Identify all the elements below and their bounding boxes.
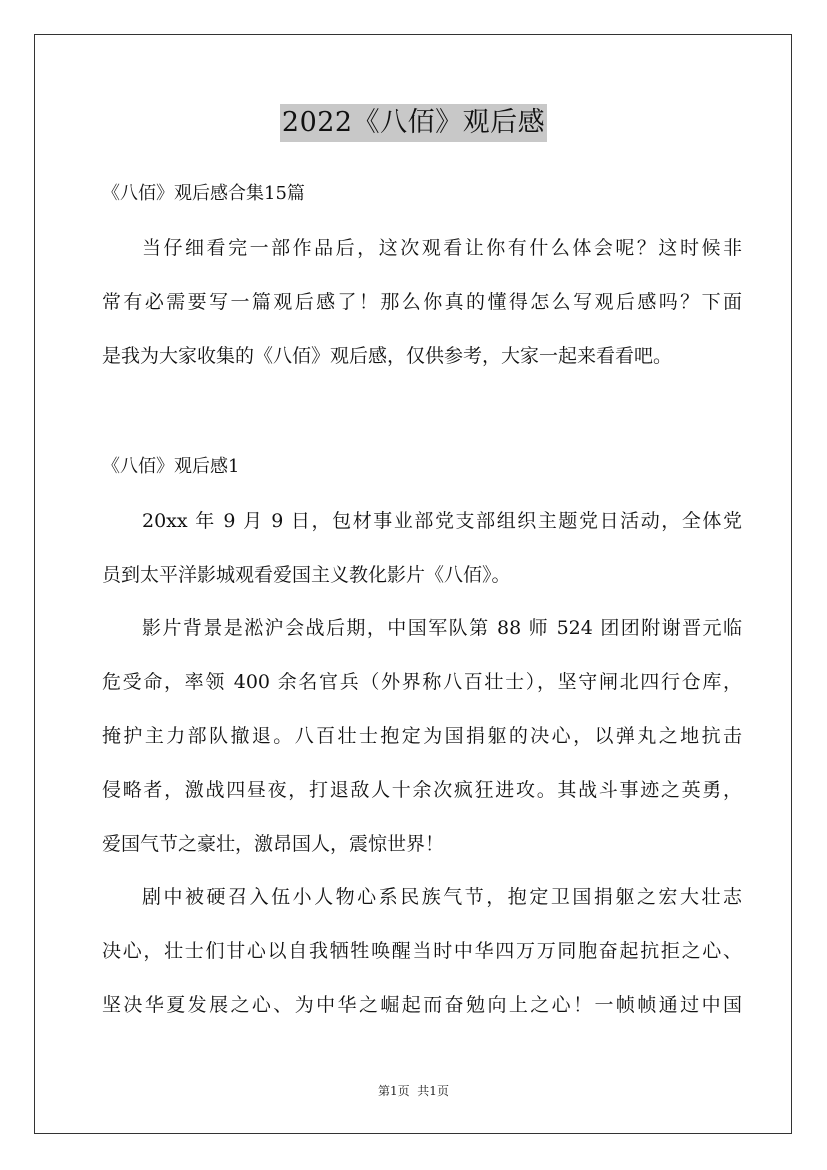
para3-line-1: 剧中被硬召入伍小人物心系民族气节，抱定卫国捐躯之宏大壮志: [142, 886, 742, 908]
para3-line-3: 坚决华夏发展之心、为中华之崛起而奋勉向上之心！一帧帧通过中国: [102, 994, 742, 1016]
page-footer: 第1页 共1页: [378, 1084, 449, 1098]
section-heading: 《八佰》观后感1: [102, 456, 240, 477]
para1-line-2: 员到太平洋影城观看爱国主义教化影片《八佰》。: [102, 564, 511, 586]
title-container: [0, 104, 827, 142]
intro-line-1: 当仔细看完一部作品后，这次观看让你有什么体会呢？这时候非: [142, 237, 742, 259]
para2-line-2: 危受命，率领 400 余名官兵（外界称八百壮士），坚守闸北四行仓库，: [102, 671, 742, 693]
para2-line-5: 爱国气节之豪壮，激昂国人，震惊世界！: [102, 833, 445, 855]
document-title: 2022《八佰》观后感: [280, 104, 547, 142]
intro-line-3: 是我为大家收集的《八佰》观后感，仅供参考，大家一起来看看吧。: [102, 345, 673, 367]
para2-line-1: 影片背景是淞沪会战后期，中国军队第 88 师 524 团团附谢晋元临: [142, 617, 742, 639]
intro-line-2: 常有必需要写一篇观后感了！那么你真的懂得怎么写观后感吗？下面: [102, 291, 742, 313]
para2-line-4: 侵略者，激战四昼夜，打退敌人十余次疯狂进攻。其战斗事迹之英勇，: [102, 779, 742, 801]
para1-line-1: 20xx 年 9 月 9 日，包材事业部党支部组织主题党日活动，全体党: [142, 510, 742, 532]
para2-line-3: 掩护主力部队撤退。八百壮士抱定为国捐躯的决心，以弹丸之地抗击: [102, 725, 742, 747]
para3-line-2: 决心，壮士们甘心以自我牺牲唤醒当时中华四万万同胞奋起抗拒之心、: [102, 940, 742, 962]
subtitle: 《八佰》观后感合集15篇: [102, 183, 305, 204]
